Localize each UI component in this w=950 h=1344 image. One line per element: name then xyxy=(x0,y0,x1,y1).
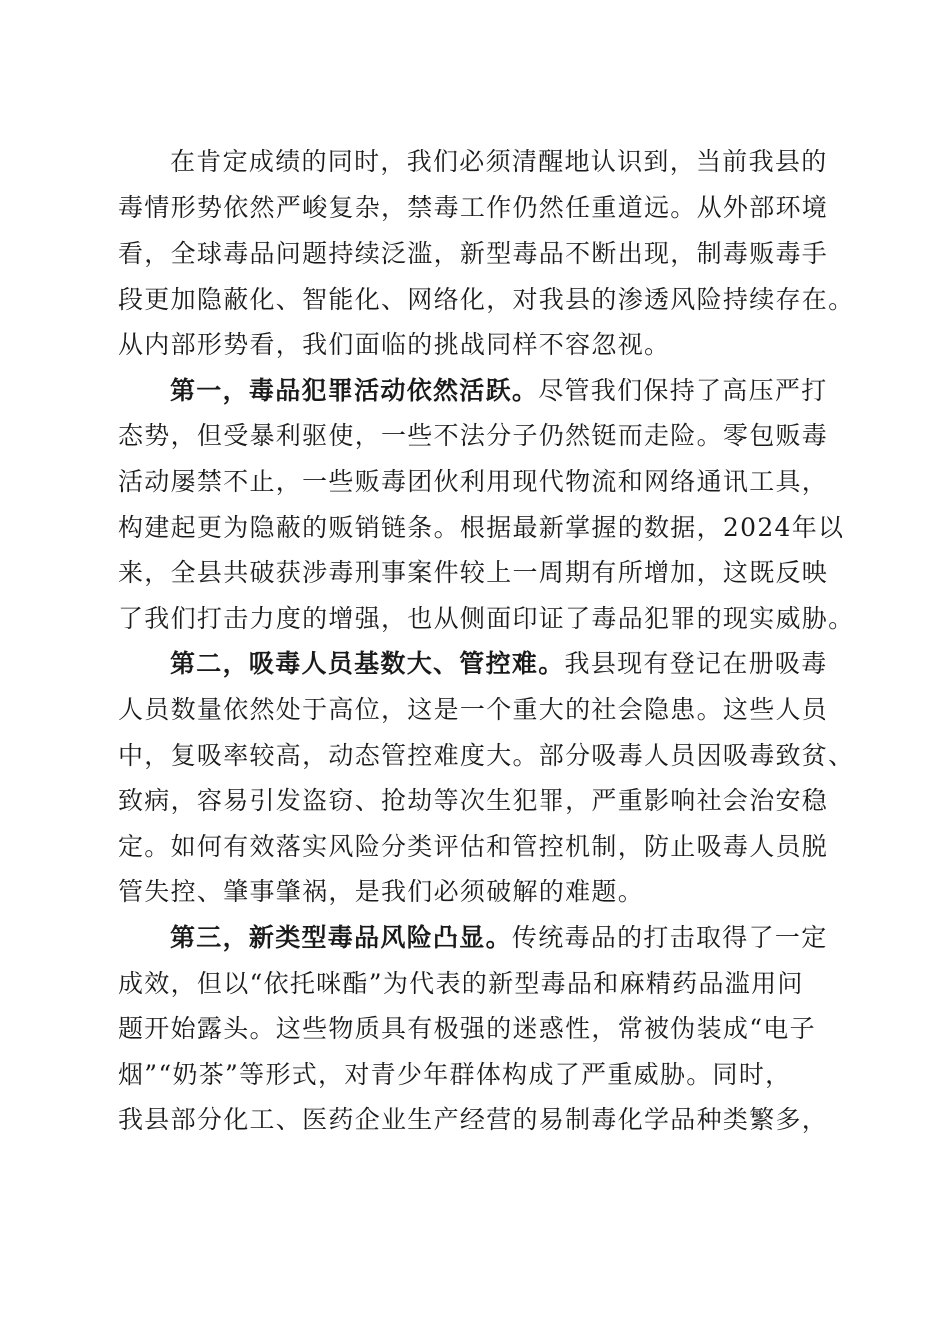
paragraph-line: 我县部分化工、医药企业生产经营的易制毒化学品种类繁多， xyxy=(118,1105,829,1134)
section-heading-first: 第一，毒品犯罪活动依然活跃。 xyxy=(170,376,539,405)
paragraph-text: 尽管我们保持了高压严打 xyxy=(538,376,828,405)
paragraph-line: 态势，但受暴利驱使，一些不法分子仍然铤而走险。零包贩毒 xyxy=(118,421,829,450)
paragraph-line: 成效，但以“依托咪酯”为代表的新型毒品和麻精药品滥用问 xyxy=(118,969,804,998)
paragraph-line: 看，全球毒品问题持续泛滥，新型毒品不断出现，制毒贩毒手 xyxy=(118,239,829,268)
paragraph-text: 我县现有登记在册吸毒 xyxy=(564,649,828,678)
paragraph-line: 来，全县共破获涉毒刑事案件较上一周期有所增加，这既反映 xyxy=(118,558,829,587)
section-heading-third: 第三，新类型毒品风险凸显。 xyxy=(170,923,512,952)
paragraph-line: 中，复吸率较高，动态管控难度大。部分吸毒人员因吸毒致贫、 xyxy=(118,741,855,770)
paragraph-text: 传统毒品的打击取得了一定 xyxy=(511,923,828,952)
paragraph-line xyxy=(170,923,890,953)
paragraph-line: 题开始露头。这些物质具有极强的迷惑性，常被伪装成“电子 xyxy=(118,1014,816,1043)
paragraph-line xyxy=(170,649,890,679)
paragraph-line: 毒情形势依然严峻复杂，禁毒工作仍然任重道远。从外部环境 xyxy=(118,193,829,222)
paragraph-line: 段更加隐蔽化、智能化、网络化，对我县的渗透风险持续存在。 xyxy=(118,285,855,314)
paragraph-line: 活动屡禁不止，一些贩毒团伙利用现代物流和网络通讯工具， xyxy=(118,467,829,496)
paragraph-line: 从内部形势看，我们面临的挑战同样不容忽视。 xyxy=(118,330,671,359)
paragraph-line: 致病，容易引发盗窃、抢劫等次生犯罪，严重影响社会治安稳 xyxy=(118,786,829,815)
paragraph-line: 构建起更为隐蔽的贩销链条。根据最新掌握的数据，2024年以 xyxy=(118,513,845,542)
section-heading-second: 第二，吸毒人员基数大、管控难。 xyxy=(170,649,565,678)
paragraph-line: 人员数量依然处于高位，这是一个重大的社会隐患。这些人员 xyxy=(118,695,829,724)
paragraph-line xyxy=(170,376,890,406)
paragraph-line: 烟”“奶茶”等形式，对青少年群体构成了严重威胁。同时， xyxy=(118,1060,792,1089)
paragraph-line: 了我们打击力度的增强，也从侧面印证了毒品犯罪的现实威胁。 xyxy=(118,604,855,633)
paragraph-line: 在肯定成绩的同时，我们必须清醒地认识到，当前我县的 xyxy=(170,147,828,176)
paragraph-line: 定。如何有效落实风险分类评估和管控机制，防止吸毒人员脱 xyxy=(118,832,829,861)
paragraph-line: 管失控、肇事肇祸，是我们必须破解的难题。 xyxy=(118,877,645,906)
